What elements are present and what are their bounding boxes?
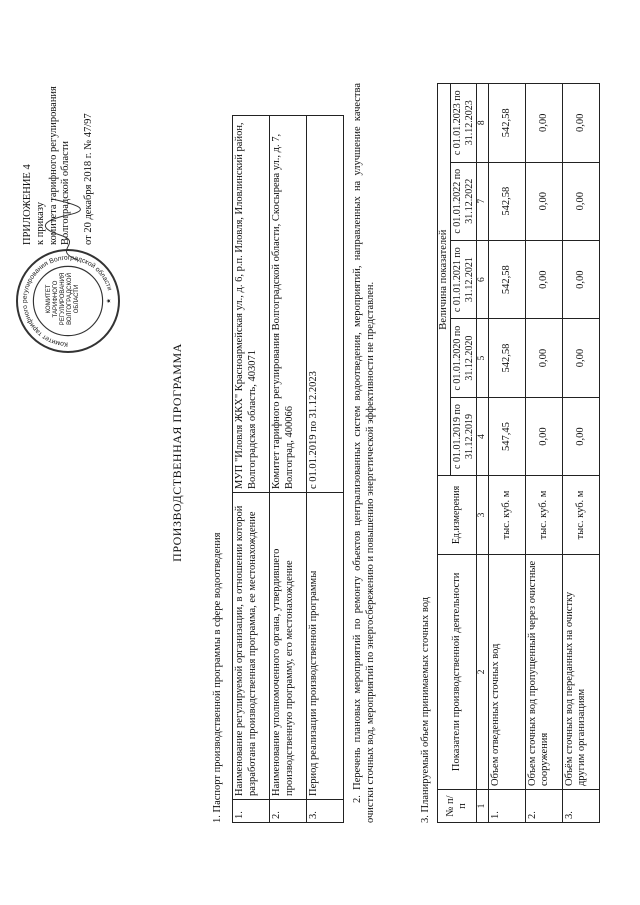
col-number: 7 <box>477 162 489 240</box>
section1-heading: 1. Паспорт производственной программы в сфере водоотведения <box>212 532 223 823</box>
col-number: 3 <box>477 476 489 554</box>
signature-icon <box>40 195 90 265</box>
row-value: 542,58 <box>489 162 526 240</box>
row-number: 1. <box>489 790 526 823</box>
row-value: 0,00 <box>563 319 600 397</box>
row-unit: тыс. куб. м <box>526 476 563 554</box>
row-number: 2. <box>270 800 307 823</box>
row-unit: тыс. куб. м <box>489 476 526 554</box>
row-value: 542,58 <box>489 319 526 397</box>
row-value: 0,00 <box>563 84 600 163</box>
section3-heading: 3. Планируемый объем принимаемых сточных вод <box>420 596 431 823</box>
col-number: 6 <box>477 240 489 318</box>
col-header-group: Величина показателей <box>438 84 451 476</box>
col-number: 4 <box>477 397 489 475</box>
doc-title: ПРОИЗВОДСТВЕННАЯ ПРОГРАММА <box>170 343 184 562</box>
row-value: 547,45 <box>489 397 526 475</box>
row-value: 542,58 <box>489 240 526 318</box>
col-header-period: с 01.01.2019 по 31.12.2019 <box>451 397 477 475</box>
stamp-center-line: РЕГУЛИРОВАНИЯ <box>59 272 66 326</box>
stamp-center-line: ВОЛГОГРАДСКОЙ <box>66 273 73 325</box>
row-value: 0,00 <box>526 84 563 163</box>
table-header-row <box>438 84 451 823</box>
stamp-center-line: ТАРИФНОГО <box>52 280 59 318</box>
stamp-center-text <box>46 269 80 329</box>
table-row <box>489 84 526 823</box>
stamp-center-line: ОБЛАСТИ <box>73 284 80 314</box>
col-number: 1 <box>477 790 489 823</box>
annex-line-2: комитета тарифного регулирования <box>47 86 59 245</box>
col-header-period: с 01.01.2023 по 31.12.2023 <box>451 84 477 163</box>
table-row <box>526 84 563 823</box>
table-row <box>233 116 270 823</box>
annex-title: ПРИЛОЖЕНИЕ 4 <box>22 164 33 245</box>
row-value: с 01.01.2019 по 31.12.2023 <box>307 116 344 493</box>
row-number: 3. <box>563 790 600 823</box>
section2-text: 2. Перечень плановых мероприятий по ремонту объектов централизованных систем водоотведения, мероприятий, направленных на улучшение качества очистки сточных вод, мероприятий по энергосбережению и повышению энергетической эффективности не представлен. <box>352 83 376 823</box>
table-row <box>307 116 344 823</box>
row-number: 3. <box>307 800 344 823</box>
row-value: 542,58 <box>489 84 526 163</box>
col-number: 5 <box>477 319 489 397</box>
svg-text:★: ★ <box>106 298 113 304</box>
stamp-ring-text: Комитет тарифного регулирования Волгоградской области <box>21 254 113 348</box>
stamp-center-line: КОМИТЕТ <box>46 284 52 314</box>
row-label: Наименование уполномоченного органа, утвердившего производственную программу, его местонахождение <box>270 493 307 800</box>
col-number: 2 <box>477 554 489 789</box>
column-number-row <box>477 84 489 823</box>
row-indicator: Объём сточных вод переданных на очистку другим организациям <box>563 554 600 789</box>
row-indicator: Объем отведенных сточных вод <box>489 554 526 789</box>
row-value: Комитет тарифного регулирования Волгоградской области, Скосырева ул., д. 7, Волгоград, 400066 <box>270 116 307 493</box>
annex-line-4: от 20 декабря 2018 г. № 47/97 <box>83 113 95 245</box>
table-row <box>270 116 307 823</box>
table-row <box>563 84 600 823</box>
sewage-volume-table <box>437 83 600 823</box>
row-value: 0,00 <box>526 162 563 240</box>
row-number: 2. <box>526 790 563 823</box>
col-header-period: с 01.01.2021 по 31.12.2021 <box>451 240 477 318</box>
row-value: 0,00 <box>526 240 563 318</box>
col-number: 8 <box>477 84 489 163</box>
row-value: 0,00 <box>563 240 600 318</box>
row-value: МУП "Иловля ЖКХ" Красноармейская ул., д. 6, р.п. Иловля, Иловлинский район, Волгоградская область, 403071 <box>233 116 270 493</box>
row-indicator: Объем сточных вод пропущенный через очистные сооружения <box>526 554 563 789</box>
row-value: 0,00 <box>526 319 563 397</box>
row-unit: тыс. куб. м <box>563 476 600 554</box>
col-header-unit: Ед.измерения <box>438 476 477 554</box>
passport-table <box>232 115 344 823</box>
col-header-indicator: Показатели производственной деятельности <box>438 554 477 789</box>
row-value: 0,00 <box>563 162 600 240</box>
row-value: 0,00 <box>526 397 563 475</box>
row-value: 0,00 <box>563 397 600 475</box>
row-label: Период реализации производственной программы <box>307 493 344 800</box>
annex-line-1: к приказу <box>34 202 46 245</box>
row-number: 1. <box>233 800 270 823</box>
col-header-period: с 01.01.2022 по 31.12.2022 <box>451 162 477 240</box>
annex-line-3: Волгоградской области <box>60 140 72 245</box>
row-label: Наименование регулируемой организации, в отношении которой разработана производственная программа, ее местонахождение <box>233 493 270 800</box>
col-header-num: № п/п <box>438 790 477 823</box>
col-header-period: с 01.01.2020 по 31.12.2020 <box>451 319 477 397</box>
